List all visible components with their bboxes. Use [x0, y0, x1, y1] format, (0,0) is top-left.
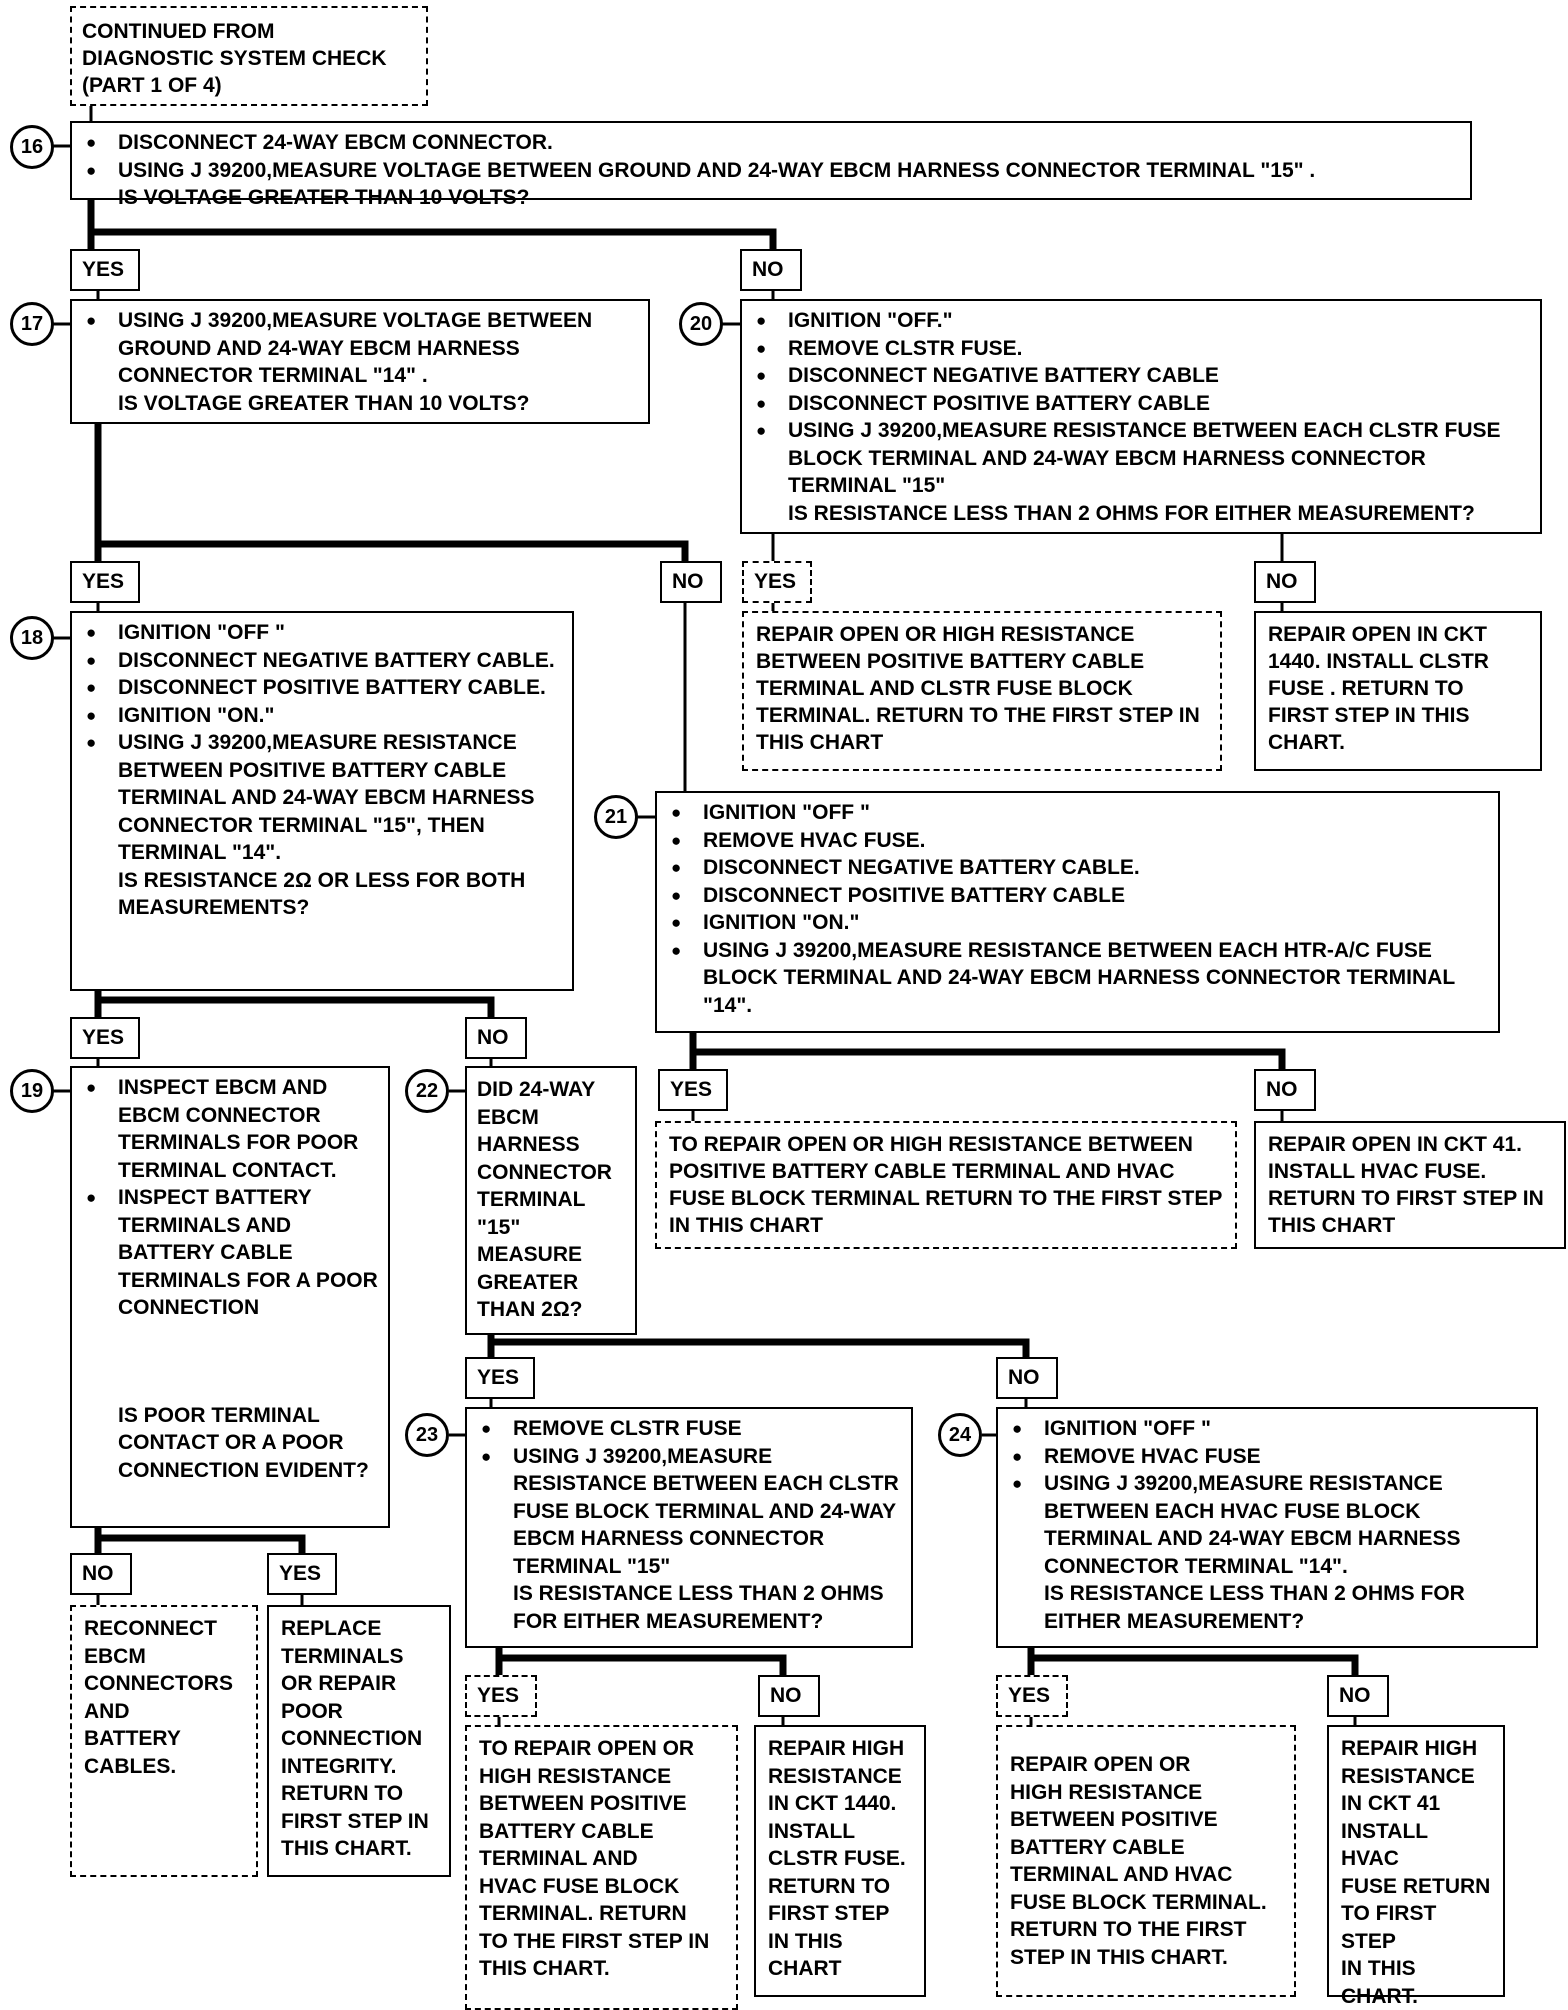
step-number-22: 22 [405, 1069, 449, 1113]
step-21-action: ● DISCONNECT NEGATIVE BATTERY CABLE. [667, 854, 1488, 882]
result-23-no-text: REPAIR HIGH RESISTANCE IN CKT 1440. INSTALL CLSTR FUSE. RETURN TO FIRST STEP IN THIS CHART [768, 1737, 906, 1980]
step-number-17: 17 [10, 302, 54, 346]
step-23-box [465, 1407, 913, 1648]
step-19-no-label: NO [70, 1553, 132, 1595]
step-19-action: ● INSPECT BATTERY TERMINALS AND BATTERY CABLE TERMINALS FOR A POOR CONNECTION [82, 1184, 378, 1322]
step-18-action: ● IGNITION "OFF " [82, 619, 562, 647]
result-23-yes-text: TO REPAIR OPEN OR HIGH RESISTANCE BETWEEN POSITIVE BATTERY CABLE TERMINAL AND HVAC FUSE BLOCK TERMINAL. RETURN TO THE FIRST STEP IN THIS CHART. [479, 1737, 710, 1980]
result-24-yes-text: REPAIR OPEN OR HIGH RESISTANCE BETWEEN POSITIVE BATTERY CABLE TERMINAL AND HVAC FUSE BLOCK TERMINAL. RETURN TO THE FIRST STEP IN THIS CHART. [1010, 1753, 1267, 1969]
step-22-box [465, 1066, 637, 1335]
step-22-no-label: NO [996, 1357, 1058, 1399]
step-19-actions [82, 1074, 378, 1322]
result-21-no-text: REPAIR OPEN IN CKT 41. INSTALL HVAC FUSE. RETURN TO FIRST STEP IN THIS CHART [1268, 1133, 1544, 1237]
step-23-action: ● REMOVE CLSTR FUSE [477, 1415, 901, 1443]
step-21-action: ● IGNITION "OFF " [667, 799, 1488, 827]
step-18-action: ● IGNITION "ON." [82, 702, 562, 730]
step-19-yes-label: YES [267, 1553, 337, 1595]
step-17-actions [82, 307, 638, 390]
result-21-no [1254, 1121, 1566, 1249]
step-20-yes-label: YES [742, 561, 812, 603]
result-20-no-text: REPAIR OPEN IN CKT 1440. INSTALL CLSTR FUSE . RETURN TO FIRST STEP IN THIS CHART. [1268, 623, 1489, 754]
step-21-box [655, 791, 1500, 1033]
step-number-24: 24 [938, 1413, 982, 1457]
step-18-no-label: NO [465, 1017, 527, 1059]
step-23-yes-label: YES [465, 1675, 537, 1717]
step-number-21: 21 [594, 795, 638, 839]
step-21-actions [667, 799, 1488, 1019]
step-18-question: IS RESISTANCE 2Ω OR LESS FOR BOTH MEASUREMENTS? [118, 868, 526, 919]
step-24-no-label: NO [1327, 1675, 1389, 1717]
result-20-no [1254, 611, 1542, 771]
step-19-action: ● INSPECT EBCM AND EBCM CONNECTOR TERMINALS FOR POOR TERMINAL CONTACT. [82, 1074, 378, 1184]
step-18-action: ● USING J 39200,MEASURE RESISTANCE BETWEEN POSITIVE BATTERY CABLE TERMINAL AND 24-WAY EBCM HARNESS CONNECTOR TERMINAL "15", THEN TERMINAL "14". [82, 729, 562, 867]
step-24-action: ● REMOVE HVAC FUSE [1008, 1443, 1526, 1471]
result-21-yes [655, 1121, 1237, 1249]
step-16-action: ● DISCONNECT 24-WAY EBCM CONNECTOR. [82, 129, 1460, 157]
step-16-box [70, 121, 1472, 209]
step-20-action: ● USING J 39200,MEASURE RESISTANCE BETWEEN EACH CLSTR FUSE BLOCK TERMINAL AND 24-WAY EBCM HARNESS CONNECTOR TERMINAL "15" [752, 417, 1530, 500]
step-16-actions [82, 129, 1460, 184]
result-19-yes-text: REPLACE TERMINALS OR REPAIR POOR CONNECTION INTEGRITY. RETURN TO FIRST STEP IN THIS CHART. [281, 1617, 429, 1860]
step-24-actions [1008, 1415, 1526, 1580]
start-box [70, 6, 428, 106]
step-number-18: 18 [10, 616, 54, 660]
step-24-box [996, 1407, 1538, 1648]
step-18-actions [82, 619, 562, 867]
step-20-actions [752, 307, 1530, 500]
step-23-question: IS RESISTANCE LESS THAN 2 OHMS FOR EITHER MEASUREMENT? [513, 1582, 884, 1633]
step-23-actions [477, 1415, 901, 1580]
result-24-no-text: REPAIR HIGH RESISTANCE IN CKT 41 INSTALL HVAC FUSE RETURN TO FIRST STEP IN THIS CHART. [1341, 1737, 1491, 2008]
step-22-yes-label: YES [465, 1357, 535, 1399]
step-21-action: ● REMOVE HVAC FUSE. [667, 827, 1488, 855]
step-22-question: DID 24-WAY EBCM HARNESS CONNECTOR TERMINAL "15" MEASURE GREATER THAN 2Ω? [477, 1078, 612, 1321]
step-number-16: 16 [10, 125, 54, 169]
step-17-question: IS VOLTAGE GREATER THAN 10 VOLTS? [118, 391, 530, 415]
step-16-yes-label: YES [70, 249, 140, 291]
step-21-action: ● USING J 39200,MEASURE RESISTANCE BETWEEN EACH HTR-A/C FUSE BLOCK TERMINAL AND 24-WAY EBCM HARNESS CONNECTOR TERMINAL "14". [667, 937, 1488, 1020]
step-number-23: 23 [405, 1413, 449, 1457]
step-24-action: ● IGNITION "OFF " [1008, 1415, 1526, 1443]
step-18-yes-label: YES [70, 1017, 140, 1059]
step-24-question: IS RESISTANCE LESS THAN 2 OHMS FOR EITHER MEASUREMENT? [1044, 1582, 1465, 1633]
step-23-action: ● USING J 39200,MEASURE RESISTANCE BETWEEN EACH CLSTR FUSE BLOCK TERMINAL AND 24-WAY EBCM HARNESS CONNECTOR TERMINAL "15" [477, 1443, 901, 1581]
step-16-question: IS VOLTAGE GREATER THAN 10 VOLTS? [118, 186, 530, 209]
step-21-no-label: NO [1254, 1069, 1316, 1111]
step-16-action: ● USING J 39200,MEASURE VOLTAGE BETWEEN GROUND AND 24-WAY EBCM HARNESS CONNECTOR TERMINAL "15" . [82, 157, 1460, 185]
step-20-question: IS RESISTANCE LESS THAN 2 OHMS FOR EITHER MEASUREMENT? [788, 501, 1475, 525]
result-23-yes [465, 1725, 738, 2010]
step-24-action: ● USING J 39200,MEASURE RESISTANCE BETWEEN EACH HVAC FUSE BLOCK TERMINAL AND 24-WAY EBCM HARNESS CONNECTOR TERMINAL "14". [1008, 1470, 1526, 1580]
step-17-no-label: NO [660, 561, 722, 603]
step-23-no-label: NO [758, 1675, 820, 1717]
step-24-yes-label: YES [996, 1675, 1068, 1717]
result-24-no [1327, 1725, 1505, 2008]
step-18-action: ● DISCONNECT POSITIVE BATTERY CABLE. [82, 674, 562, 702]
result-24-yes [996, 1725, 1296, 1997]
step-17-action: ● USING J 39200,MEASURE VOLTAGE BETWEEN GROUND AND 24-WAY EBCM HARNESS CONNECTOR TERMINAL "14" . [82, 307, 638, 390]
step-19-box [70, 1066, 390, 1528]
step-21-action: ● IGNITION "ON." [667, 909, 1488, 937]
step-20-action: ● DISCONNECT NEGATIVE BATTERY CABLE [752, 362, 1530, 390]
step-17-box [70, 299, 650, 424]
step-19-question: IS POOR TERMINAL CONTACT OR A POOR CONNECTION EVIDENT? [118, 1403, 369, 1482]
result-19-no [70, 1605, 258, 1877]
result-20-yes [742, 611, 1222, 771]
step-21-action: ● DISCONNECT POSITIVE BATTERY CABLE [667, 882, 1488, 910]
result-19-no-text: RECONNECT EBCM CONNECTORS AND BATTERY CABLES. [84, 1617, 233, 1778]
start-text: CONTINUED FROM DIAGNOSTIC SYSTEM CHECK (PART 1 OF 4) [82, 20, 387, 97]
step-21-yes-label: YES [658, 1069, 728, 1111]
result-21-yes-text: TO REPAIR OPEN OR HIGH RESISTANCE BETWEEN POSITIVE BATTERY CABLE TERMINAL AND HVAC FUSE BLOCK TERMINAL RETURN TO THE FIRST STEP IN THIS CHART [669, 1133, 1223, 1237]
step-20-action: ● DISCONNECT POSITIVE BATTERY CABLE [752, 390, 1530, 418]
result-23-no [754, 1725, 926, 1997]
result-20-yes-text: REPAIR OPEN OR HIGH RESISTANCE BETWEEN POSITIVE BATTERY CABLE TERMINAL AND CLSTR FUSE BLOCK TERMINAL. RETURN TO THE FIRST STEP IN THIS CHART [756, 623, 1200, 754]
step-16-no-label: NO [740, 249, 802, 291]
step-20-no-label: NO [1254, 561, 1316, 603]
step-18-box [70, 611, 574, 991]
step-number-19: 19 [10, 1069, 54, 1113]
step-18-action: ● DISCONNECT NEGATIVE BATTERY CABLE. [82, 647, 562, 675]
step-20-box [740, 299, 1542, 534]
step-number-20: 20 [679, 302, 723, 346]
step-20-action: ● IGNITION "OFF." [752, 307, 1530, 335]
result-19-yes [267, 1605, 451, 1877]
step-17-yes-label: YES [70, 561, 140, 603]
step-20-action: ● REMOVE CLSTR FUSE. [752, 335, 1530, 363]
